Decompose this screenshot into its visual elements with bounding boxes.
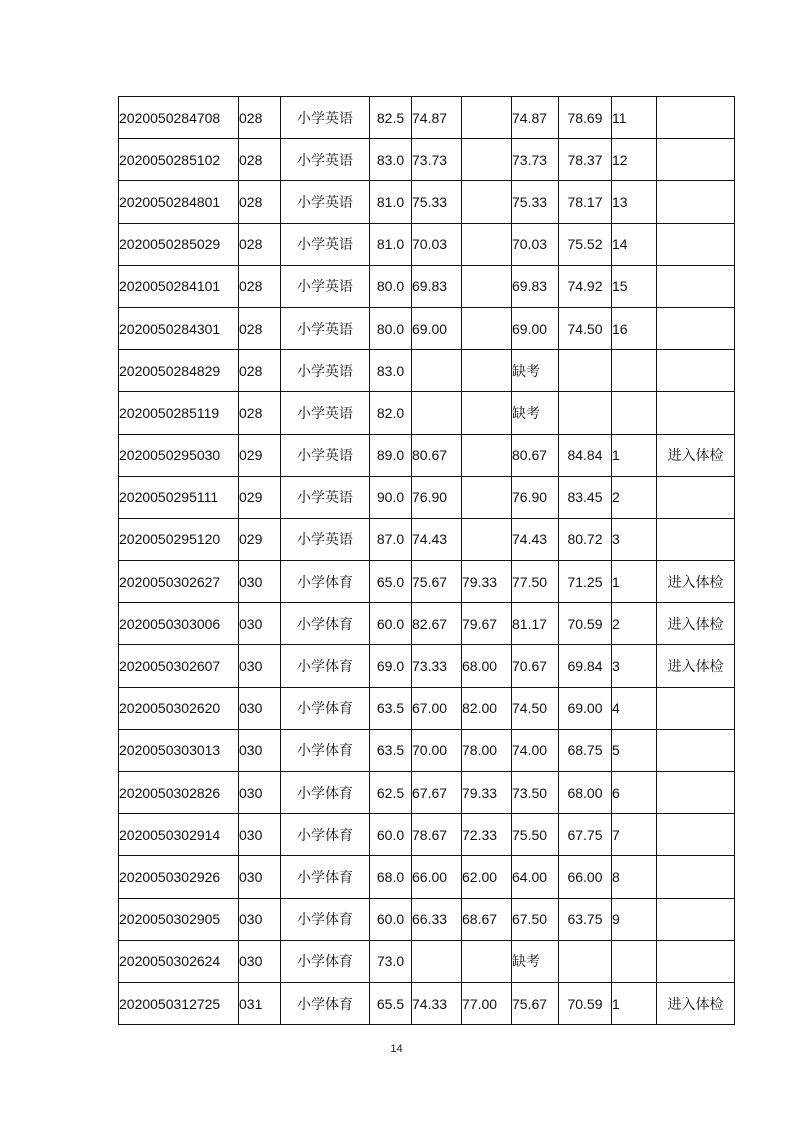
candidate-id-cell: 2020050284829 <box>119 350 239 392</box>
table-row <box>119 729 735 771</box>
interview-total-cell: 75.67 <box>512 982 559 1024</box>
table-row <box>119 687 735 729</box>
position-code-cell: 028 <box>239 181 281 223</box>
subject-cell: 小学体育 <box>281 561 370 603</box>
practical-score-cell <box>462 518 512 560</box>
written-score-cell: 87.0 <box>370 518 412 560</box>
interview-score-cell: 78.67 <box>412 814 462 856</box>
interview-score-cell <box>412 940 462 982</box>
written-score-cell: 63.5 <box>370 687 412 729</box>
candidate-id-cell: 2020050302624 <box>119 940 239 982</box>
candidate-id-cell: 2020050302926 <box>119 856 239 898</box>
score-table-body <box>119 97 735 1025</box>
remark-cell <box>657 223 735 265</box>
position-code-cell: 030 <box>239 729 281 771</box>
remark-cell: 进入体检 <box>657 603 735 645</box>
total-score-cell: 69.84 <box>559 645 612 687</box>
table-row <box>119 940 735 982</box>
total-score-cell: 67.75 <box>559 814 612 856</box>
position-code-cell: 028 <box>239 307 281 349</box>
subject-cell: 小学体育 <box>281 982 370 1024</box>
written-score-cell: 80.0 <box>370 265 412 307</box>
total-score-cell: 68.75 <box>559 729 612 771</box>
interview-score-cell: 67.00 <box>412 687 462 729</box>
practical-score-cell: 78.00 <box>462 729 512 771</box>
written-score-cell: 90.0 <box>370 476 412 518</box>
interview-total-cell: 77.50 <box>512 561 559 603</box>
candidate-id-cell: 2020050284101 <box>119 265 239 307</box>
position-code-cell: 030 <box>239 561 281 603</box>
position-code-cell: 030 <box>239 645 281 687</box>
written-score-cell: 73.0 <box>370 940 412 982</box>
written-score-cell: 65.0 <box>370 561 412 603</box>
subject-cell: 小学英语 <box>281 392 370 434</box>
practical-score-cell <box>462 223 512 265</box>
subject-cell: 小学英语 <box>281 476 370 518</box>
rank-cell: 5 <box>612 729 657 771</box>
practical-score-cell <box>462 434 512 476</box>
remark-cell: 进入体检 <box>657 434 735 476</box>
candidate-id-cell: 2020050302826 <box>119 772 239 814</box>
table-row <box>119 898 735 940</box>
candidate-id-cell: 2020050302627 <box>119 561 239 603</box>
candidate-id-cell: 2020050295030 <box>119 434 239 476</box>
rank-cell: 7 <box>612 814 657 856</box>
interview-score-cell: 70.03 <box>412 223 462 265</box>
total-score-cell: 80.72 <box>559 518 612 560</box>
subject-cell: 小学英语 <box>281 223 370 265</box>
total-score-cell <box>559 392 612 434</box>
table-row <box>119 603 735 645</box>
interview-score-cell: 76.90 <box>412 476 462 518</box>
interview-score-cell: 75.33 <box>412 181 462 223</box>
practical-score-cell: 72.33 <box>462 814 512 856</box>
candidate-id-cell: 2020050285119 <box>119 392 239 434</box>
interview-total-cell: 70.67 <box>512 645 559 687</box>
rank-cell <box>612 392 657 434</box>
rank-cell <box>612 350 657 392</box>
subject-cell: 小学体育 <box>281 814 370 856</box>
written-score-cell: 60.0 <box>370 603 412 645</box>
subject-cell: 小学体育 <box>281 772 370 814</box>
subject-cell: 小学体育 <box>281 856 370 898</box>
remark-cell: 进入体检 <box>657 982 735 1024</box>
practical-score-cell: 68.00 <box>462 645 512 687</box>
position-code-cell: 030 <box>239 856 281 898</box>
rank-cell: 6 <box>612 772 657 814</box>
table-row <box>119 350 735 392</box>
position-code-cell: 028 <box>239 350 281 392</box>
subject-cell: 小学英语 <box>281 181 370 223</box>
interview-score-cell: 66.33 <box>412 898 462 940</box>
rank-cell <box>612 940 657 982</box>
total-score-cell: 63.75 <box>559 898 612 940</box>
total-score-cell: 69.00 <box>559 687 612 729</box>
rank-cell: 16 <box>612 307 657 349</box>
candidate-id-cell: 2020050295111 <box>119 476 239 518</box>
remark-cell <box>657 392 735 434</box>
total-score-cell: 74.50 <box>559 307 612 349</box>
rank-cell: 1 <box>612 434 657 476</box>
written-score-cell: 82.5 <box>370 97 412 139</box>
position-code-cell: 028 <box>239 223 281 265</box>
practical-score-cell: 79.67 <box>462 603 512 645</box>
total-score-cell: 78.69 <box>559 97 612 139</box>
rank-cell: 2 <box>612 603 657 645</box>
remark-cell <box>657 940 735 982</box>
position-code-cell: 031 <box>239 982 281 1024</box>
interview-total-cell: 缺考 <box>512 392 559 434</box>
remark-cell <box>657 181 735 223</box>
position-code-cell: 030 <box>239 687 281 729</box>
remark-cell: 进入体检 <box>657 645 735 687</box>
remark-cell <box>657 856 735 898</box>
practical-score-cell <box>462 265 512 307</box>
rank-cell: 13 <box>612 181 657 223</box>
position-code-cell: 028 <box>239 139 281 181</box>
interview-score-cell: 73.33 <box>412 645 462 687</box>
subject-cell: 小学体育 <box>281 603 370 645</box>
candidate-id-cell: 2020050285102 <box>119 139 239 181</box>
table-row <box>119 97 735 139</box>
table-row <box>119 856 735 898</box>
position-code-cell: 030 <box>239 814 281 856</box>
interview-total-cell: 67.50 <box>512 898 559 940</box>
interview-total-cell: 69.83 <box>512 265 559 307</box>
candidate-id-cell: 2020050303013 <box>119 729 239 771</box>
rank-cell: 11 <box>612 97 657 139</box>
practical-score-cell: 79.33 <box>462 561 512 603</box>
subject-cell: 小学英语 <box>281 307 370 349</box>
total-score-cell <box>559 350 612 392</box>
position-code-cell: 028 <box>239 265 281 307</box>
practical-score-cell: 77.00 <box>462 982 512 1024</box>
interview-score-cell: 74.33 <box>412 982 462 1024</box>
interview-total-cell: 74.00 <box>512 729 559 771</box>
total-score-cell: 84.84 <box>559 434 612 476</box>
rank-cell: 1 <box>612 561 657 603</box>
remark-cell <box>657 97 735 139</box>
rank-cell: 3 <box>612 518 657 560</box>
practical-score-cell <box>462 940 512 982</box>
interview-total-cell: 74.43 <box>512 518 559 560</box>
interview-total-cell: 73.50 <box>512 772 559 814</box>
interview-score-cell: 67.67 <box>412 772 462 814</box>
table-row <box>119 772 735 814</box>
written-score-cell: 62.5 <box>370 772 412 814</box>
remark-cell <box>657 814 735 856</box>
table-row <box>119 181 735 223</box>
interview-total-cell: 76.90 <box>512 476 559 518</box>
table-row <box>119 476 735 518</box>
practical-score-cell <box>462 139 512 181</box>
practical-score-cell: 79.33 <box>462 772 512 814</box>
candidate-id-cell: 2020050302914 <box>119 814 239 856</box>
total-score-cell <box>559 940 612 982</box>
written-score-cell: 81.0 <box>370 181 412 223</box>
position-code-cell: 028 <box>239 97 281 139</box>
remark-cell <box>657 139 735 181</box>
total-score-cell: 68.00 <box>559 772 612 814</box>
remark-cell <box>657 772 735 814</box>
remark-cell <box>657 729 735 771</box>
total-score-cell: 75.52 <box>559 223 612 265</box>
interview-score-cell <box>412 392 462 434</box>
written-score-cell: 60.0 <box>370 898 412 940</box>
remark-cell <box>657 476 735 518</box>
table-row <box>119 518 735 560</box>
remark-cell <box>657 898 735 940</box>
remark-cell: 进入体检 <box>657 561 735 603</box>
candidate-id-cell: 2020050303006 <box>119 603 239 645</box>
position-code-cell: 029 <box>239 434 281 476</box>
subject-cell: 小学体育 <box>281 687 370 729</box>
subject-cell: 小学体育 <box>281 898 370 940</box>
position-code-cell: 030 <box>239 940 281 982</box>
interview-total-cell: 69.00 <box>512 307 559 349</box>
written-score-cell: 83.0 <box>370 139 412 181</box>
practical-score-cell <box>462 350 512 392</box>
practical-score-cell: 82.00 <box>462 687 512 729</box>
remark-cell <box>657 307 735 349</box>
table-row <box>119 645 735 687</box>
written-score-cell: 89.0 <box>370 434 412 476</box>
rank-cell: 1 <box>612 982 657 1024</box>
rank-cell: 12 <box>612 139 657 181</box>
written-score-cell: 81.0 <box>370 223 412 265</box>
candidate-id-cell: 2020050284708 <box>119 97 239 139</box>
interview-total-cell: 缺考 <box>512 350 559 392</box>
subject-cell: 小学英语 <box>281 434 370 476</box>
table-row <box>119 561 735 603</box>
position-code-cell: 029 <box>239 518 281 560</box>
interview-total-cell: 74.87 <box>512 97 559 139</box>
interview-score-cell: 66.00 <box>412 856 462 898</box>
rank-cell: 2 <box>612 476 657 518</box>
practical-score-cell: 68.67 <box>462 898 512 940</box>
written-score-cell: 82.0 <box>370 392 412 434</box>
interview-score-cell: 73.73 <box>412 139 462 181</box>
candidate-id-cell: 2020050302905 <box>119 898 239 940</box>
interview-total-cell: 75.33 <box>512 181 559 223</box>
written-score-cell: 69.0 <box>370 645 412 687</box>
interview-total-cell: 64.00 <box>512 856 559 898</box>
total-score-cell: 74.92 <box>559 265 612 307</box>
interview-total-cell: 74.50 <box>512 687 559 729</box>
total-score-cell: 78.37 <box>559 139 612 181</box>
written-score-cell: 63.5 <box>370 729 412 771</box>
interview-score-cell <box>412 350 462 392</box>
subject-cell: 小学体育 <box>281 940 370 982</box>
subject-cell: 小学英语 <box>281 97 370 139</box>
interview-score-cell: 69.00 <box>412 307 462 349</box>
written-score-cell: 80.0 <box>370 307 412 349</box>
position-code-cell: 030 <box>239 772 281 814</box>
interview-total-cell: 70.03 <box>512 223 559 265</box>
position-code-cell: 028 <box>239 392 281 434</box>
interview-total-cell: 75.50 <box>512 814 559 856</box>
interview-total-cell: 缺考 <box>512 940 559 982</box>
interview-score-cell: 70.00 <box>412 729 462 771</box>
remark-cell <box>657 687 735 729</box>
score-table <box>118 96 735 1025</box>
candidate-id-cell: 2020050285029 <box>119 223 239 265</box>
interview-score-cell: 69.83 <box>412 265 462 307</box>
subject-cell: 小学英语 <box>281 350 370 392</box>
candidate-id-cell: 2020050284301 <box>119 307 239 349</box>
interview-total-cell: 73.73 <box>512 139 559 181</box>
rank-cell: 8 <box>612 856 657 898</box>
written-score-cell: 65.5 <box>370 982 412 1024</box>
interview-score-cell: 80.67 <box>412 434 462 476</box>
written-score-cell: 68.0 <box>370 856 412 898</box>
candidate-id-cell: 2020050302607 <box>119 645 239 687</box>
total-score-cell: 71.25 <box>559 561 612 603</box>
candidate-id-cell: 2020050284801 <box>119 181 239 223</box>
subject-cell: 小学体育 <box>281 729 370 771</box>
interview-score-cell: 74.43 <box>412 518 462 560</box>
total-score-cell: 78.17 <box>559 181 612 223</box>
candidate-id-cell: 2020050302620 <box>119 687 239 729</box>
practical-score-cell <box>462 476 512 518</box>
candidate-id-cell: 2020050312725 <box>119 982 239 1024</box>
practical-score-cell <box>462 181 512 223</box>
interview-total-cell: 81.17 <box>512 603 559 645</box>
table-row <box>119 265 735 307</box>
rank-cell: 14 <box>612 223 657 265</box>
subject-cell: 小学英语 <box>281 139 370 181</box>
table-row <box>119 223 735 265</box>
total-score-cell: 70.59 <box>559 982 612 1024</box>
interview-score-cell: 74.87 <box>412 97 462 139</box>
position-code-cell: 030 <box>239 898 281 940</box>
table-row <box>119 307 735 349</box>
rank-cell: 3 <box>612 645 657 687</box>
rank-cell: 15 <box>612 265 657 307</box>
written-score-cell: 60.0 <box>370 814 412 856</box>
remark-cell <box>657 265 735 307</box>
rank-cell: 9 <box>612 898 657 940</box>
table-row <box>119 392 735 434</box>
written-score-cell: 83.0 <box>370 350 412 392</box>
total-score-cell: 66.00 <box>559 856 612 898</box>
table-row <box>119 814 735 856</box>
subject-cell: 小学体育 <box>281 645 370 687</box>
position-code-cell: 029 <box>239 476 281 518</box>
candidate-id-cell: 2020050295120 <box>119 518 239 560</box>
rank-cell: 4 <box>612 687 657 729</box>
page-number: 14 <box>390 1043 403 1055</box>
practical-score-cell <box>462 392 512 434</box>
subject-cell: 小学英语 <box>281 518 370 560</box>
remark-cell <box>657 350 735 392</box>
interview-score-cell: 75.67 <box>412 561 462 603</box>
subject-cell: 小学英语 <box>281 265 370 307</box>
total-score-cell: 83.45 <box>559 476 612 518</box>
remark-cell <box>657 518 735 560</box>
practical-score-cell <box>462 307 512 349</box>
interview-score-cell: 82.67 <box>412 603 462 645</box>
interview-total-cell: 80.67 <box>512 434 559 476</box>
table-row <box>119 139 735 181</box>
position-code-cell: 030 <box>239 603 281 645</box>
practical-score-cell: 62.00 <box>462 856 512 898</box>
table-row <box>119 434 735 476</box>
practical-score-cell <box>462 97 512 139</box>
total-score-cell: 70.59 <box>559 603 612 645</box>
table-row <box>119 982 735 1024</box>
